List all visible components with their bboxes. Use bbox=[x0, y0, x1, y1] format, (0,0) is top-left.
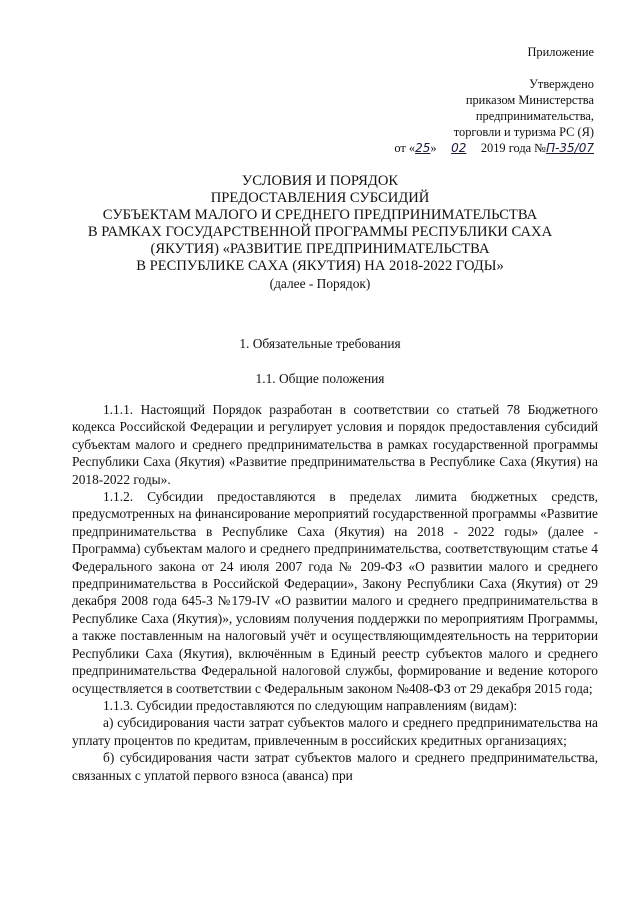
section-heading: 1. Обязательные требования bbox=[239, 336, 401, 351]
order-line-3: торговли и туризма РС (Я) bbox=[453, 125, 594, 139]
order-number: П-35/07 bbox=[546, 141, 594, 155]
date-month: 02 bbox=[451, 141, 467, 155]
document-body bbox=[72, 401, 598, 784]
paragraph: 1.1.3. Субсидии предоставляются по следующим направлениям (видам): bbox=[103, 697, 518, 713]
paragraph: б) субсидирования части затрат субъектов малого и среднего предпринимательства, связанных с уплатой первого взноса (аванса) при bbox=[72, 750, 598, 783]
paragraph: 1.1.2. Субсидии предоставляются в пределах лимита бюджетных средств, предусмотренных на финансирование мероприятий государственной программы «Развитие предпринимательства в Республике Саха (Якутия) на 2018 - 2022 годы» (далее - Программа) субъектам малого и среднего предпринимательства, соответствующим статье 4 Федерального закона от 24 июля 2007 года № 209-ФЗ «О развитии малого и среднего предпринимательства в Российской Федерации», Закону Республики Саха (Якутия) от 29 декабря 2008 года 645-З №179-IV «О развитии малого и среднего предпринимательства в Республике Саха (Якутия)», условиям получения поддержки по мероприятиям Программы, а также поставленным на налоговый учёт и осуществляющимдеятельность на территории Республики Саха (Якутия), включённым в Единый реестр субъектов малого и среднего предпринимательства Федеральной налоговой службы, формирование и ведение которого осуществляется в соответствии с Федеральным законом №408-ФЗ от 29 декабря 2015 года; bbox=[72, 489, 598, 696]
title-line: СУБЪЕКТАМ МАЛОГО И СРЕДНЕГО ПРЕДПРИНИМАТЕЛЬСТВА bbox=[102, 207, 538, 223]
title-subtitle: (далее - Порядок) bbox=[269, 276, 371, 291]
title-line: ПРЕДОСТАВЛЕНИЯ СУБСИДИЙ bbox=[210, 190, 430, 206]
appendix-label: Приложение bbox=[527, 45, 594, 59]
approval-block bbox=[334, 44, 594, 156]
approved-label: Утверждено bbox=[529, 77, 594, 91]
paragraph: 1.1.1. Настоящий Порядок разработан в соответствии со статьей 78 Бюджетного кодекса Российской Федерации и регулирует условия и порядок предоставления субсидий субъектам малого и среднего предпринимательства в рамках государственной программы Республики Саха (Якутия) «Развитие предпринимательства в Республике Саха (Якутия) на 2018-2022 годы». bbox=[72, 402, 598, 487]
date-day: 25 bbox=[415, 141, 431, 155]
date-year: 2019 года № bbox=[480, 141, 547, 155]
title-line: УСЛОВИЯ И ПОРЯДОК bbox=[241, 173, 399, 189]
paragraph: а) субсидирования части затрат субъектов малого и среднего предпринимательства на уплату процентов по кредитам, привлеченным в российских кредитных организациях; bbox=[72, 715, 598, 748]
document-title bbox=[70, 173, 570, 292]
order-line-1: приказом Министерства bbox=[465, 93, 594, 107]
title-line: В РЕСПУБЛИКЕ САХА (ЯКУТИЯ) НА 2018-2022 ГОДЫ» bbox=[136, 258, 504, 274]
date-prefix: от « bbox=[394, 141, 416, 155]
date-mid: » bbox=[430, 141, 437, 155]
title-line: (ЯКУТИЯ) «РАЗВИТИЕ ПРЕДПРИНИМАТЕЛЬСТВА bbox=[150, 241, 490, 257]
order-date-line bbox=[334, 140, 594, 156]
order-line-2: предпринимательства, bbox=[475, 109, 594, 123]
subsection-heading: 1.1. Общие положения bbox=[255, 371, 385, 386]
title-line: В РАМКАХ ГОСУДАРСТВЕННОЙ ПРОГРАММЫ РЕСПУБЛИКИ САХА bbox=[87, 224, 553, 240]
